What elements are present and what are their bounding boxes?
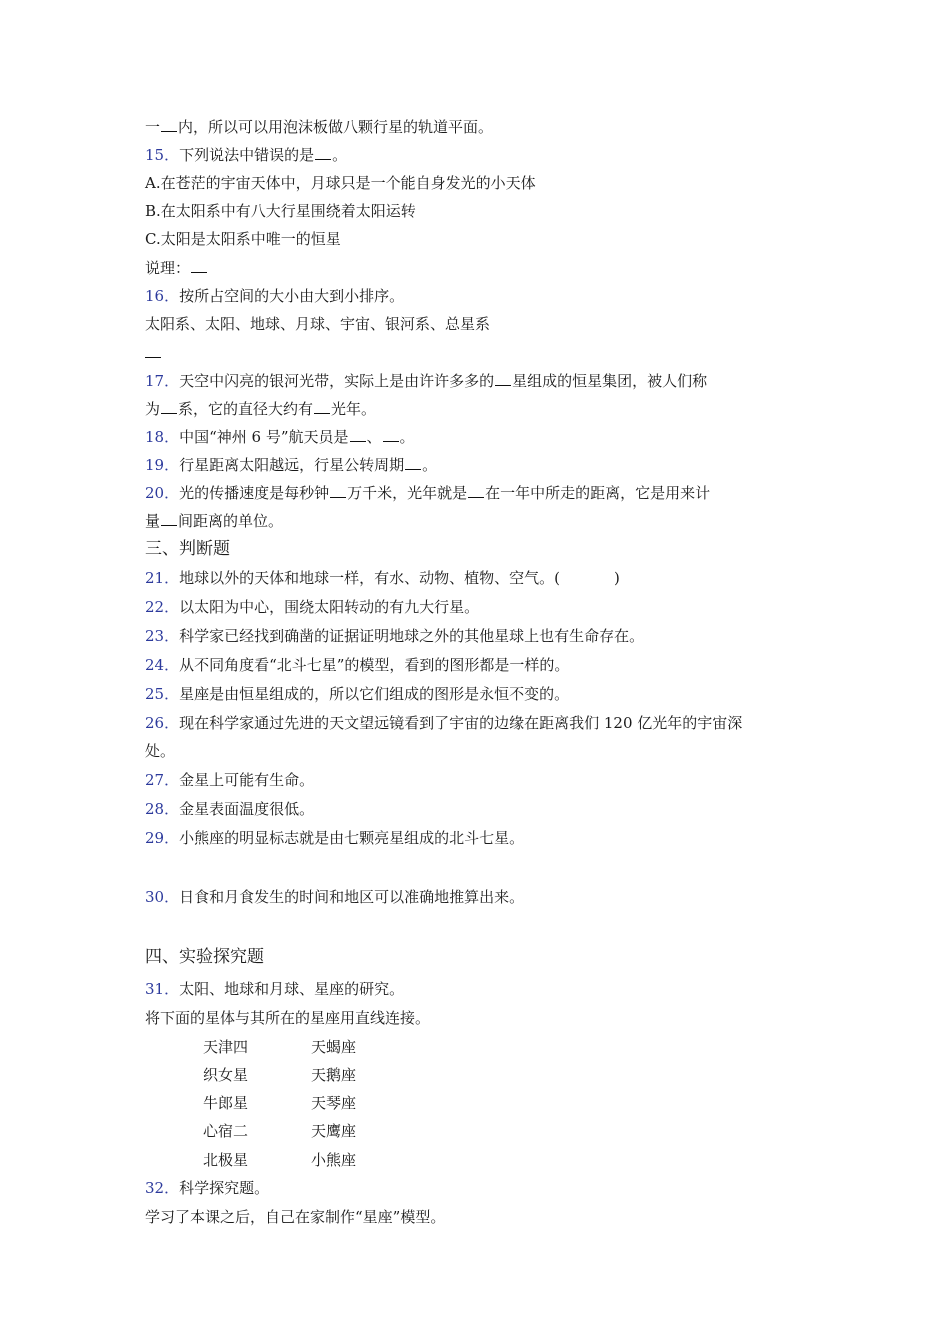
- answer-blank[interactable]: [161, 117, 177, 132]
- answer-blank[interactable]: [383, 427, 399, 442]
- answer-blank[interactable]: [495, 371, 511, 386]
- question-number: 17．: [145, 372, 180, 390]
- constellation-name[interactable]: 小熊座: [311, 1151, 357, 1169]
- question-number: 22．: [145, 598, 180, 616]
- constellation-name[interactable]: 天蝎座: [311, 1038, 357, 1056]
- question-30: [145, 887, 524, 907]
- question-31: [145, 979, 404, 999]
- question-26-cont: 处。: [145, 742, 176, 760]
- question-text: 按所占空间的大小由大到小排序。: [179, 287, 405, 305]
- question-text: 金星上可能有生命。: [179, 771, 315, 789]
- question-number: 28．: [145, 800, 180, 818]
- answer-blank[interactable]: [350, 427, 366, 442]
- question-number: 23．: [145, 627, 180, 645]
- answer-blank[interactable]: [330, 483, 346, 498]
- question-21: 21．地球以外的天体和地球一样，有水、动物、植物、空气。( ): [145, 569, 620, 587]
- question-text: 金星表面温度很低。: [179, 800, 315, 818]
- constellation-name[interactable]: 天鹅座: [311, 1066, 357, 1084]
- star-name[interactable]: 天津四: [203, 1038, 249, 1056]
- question-number: 32．: [145, 1179, 180, 1197]
- question-text: 太阳、地球和月球、星座的研究。: [179, 980, 405, 998]
- question-number: 15．: [145, 146, 180, 164]
- sort-answer-line: [145, 343, 162, 363]
- question-text: 日食和月食发生的时间和地区可以准确地推算出来。: [179, 888, 525, 906]
- answer-blank[interactable]: [314, 399, 330, 414]
- question-text: 以太阳为中心，围绕太阳转动的有九大行星。: [179, 598, 480, 616]
- question-text: 星座是由恒星组成的，所以它们组成的图形是永恒不变的。: [179, 685, 570, 703]
- answer-blank[interactable]: [191, 258, 207, 273]
- question-23: [145, 626, 644, 646]
- question-32: [145, 1178, 269, 1198]
- star-name[interactable]: 牛郎星: [203, 1094, 249, 1112]
- question-29: [145, 828, 524, 848]
- question-number: 30．: [145, 888, 180, 906]
- question-number: 29．: [145, 829, 180, 847]
- question-31-instruction: 将下面的星体与其所在的星座用直线连接。: [145, 1009, 431, 1027]
- question-text: 小熊座的明显标志就是由七颗亮星组成的北斗七星。: [179, 829, 525, 847]
- star-name[interactable]: 织女星: [203, 1066, 249, 1084]
- question-text: 现在科学家通过先进的天文望远镜看到了宇宙的边缘在距离我们 120 亿光年的宇宙深: [179, 714, 743, 732]
- question-number: 16．: [145, 287, 180, 305]
- answer-blank[interactable]: [315, 145, 331, 160]
- question-number: 25．: [145, 685, 180, 703]
- question-17-cont: 为 系，它的直径大约有 光年。: [145, 400, 377, 418]
- question-number: 24．: [145, 656, 180, 674]
- option-a: A.在苍茫的宇宙天体中，月球只是一个能自身发光的小天体: [145, 174, 536, 192]
- question-22: [145, 597, 479, 617]
- question-19: 19．行星距离太阳越远，行星公转周期 。: [145, 456, 438, 474]
- question-16: [145, 286, 404, 306]
- question-27: [145, 770, 314, 790]
- question-28: [145, 799, 314, 819]
- constellation-name[interactable]: 天琴座: [311, 1094, 357, 1112]
- answer-blank[interactable]: [405, 455, 421, 470]
- section-heading-judgement: 三、判断题: [145, 539, 230, 559]
- star-name[interactable]: 北极星: [203, 1151, 249, 1169]
- answer-blank[interactable]: [161, 511, 177, 526]
- question-text: 从不同角度看“北斗七星”的模型，看到的图形都是一样的。: [179, 656, 570, 674]
- question-25: [145, 684, 569, 704]
- question-32-instruction: 学习了本课之后，自己在家制作“星座”模型。: [145, 1208, 446, 1226]
- question-18: 18．中国“神州 6 号”航天员是 、 。: [145, 428, 415, 446]
- explanation-line: 说理：: [145, 258, 208, 278]
- question-24: [145, 655, 569, 675]
- question-20: 20．光的传播速度是每秒钟 万千米，光年就是 在一年中所走的距离，它是用来计: [145, 484, 711, 502]
- question-text: 科学探究题。: [179, 1179, 270, 1197]
- question-number: 31．: [145, 980, 180, 998]
- answer-blank[interactable]: [161, 399, 177, 414]
- question-20-cont: 量 间距离的单位。: [145, 512, 284, 530]
- option-b: B.在太阳系中有八大行星围绕着太阳运转: [145, 202, 416, 220]
- question-number: 21．: [145, 569, 180, 587]
- constellation-name[interactable]: 天鹰座: [311, 1122, 357, 1140]
- question-text: 科学家已经找到确凿的证据证明地球之外的其他星球上也有生命存在。: [179, 627, 645, 645]
- question-number: 26．: [145, 714, 180, 732]
- answer-blank[interactable]: [468, 483, 484, 498]
- question-number: 20．: [145, 484, 180, 502]
- question-17: 17．天空中闪亮的银河光带，实际上是由许许多多的 星组成的恒星集团，被人们称: [145, 372, 708, 390]
- section-heading-experiment: 四、实验探究题: [145, 947, 264, 967]
- option-c: C.太阳是太阳系中唯一的恒星: [145, 230, 341, 248]
- question-number: 18．: [145, 428, 180, 446]
- question-15: 15．下列说法中错误的是 。: [145, 146, 348, 164]
- sort-list: 太阳系、太阳、地球、月球、宇宙、银河系、总星系: [145, 315, 491, 333]
- question-26: [145, 713, 742, 733]
- question-number: 27．: [145, 771, 180, 789]
- question-number: 19．: [145, 456, 180, 474]
- line-orbit-plane: 一 内，所以可以用泡沫板做八颗行星的轨道平面。: [145, 118, 494, 136]
- star-name[interactable]: 心宿二: [203, 1122, 249, 1140]
- answer-blank[interactable]: [145, 343, 161, 358]
